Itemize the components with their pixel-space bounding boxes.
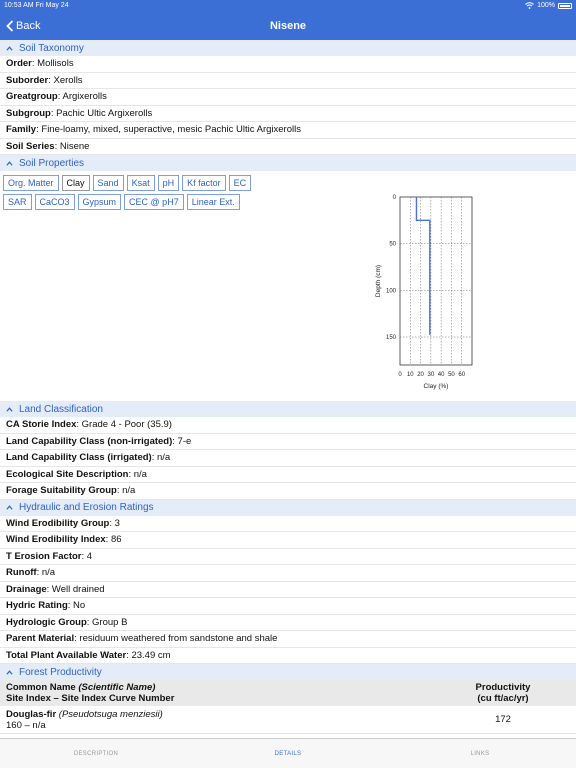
x-tick-label: 50 [448,372,455,378]
row-label: Wind Erodibility Group [6,517,110,529]
section-header-land[interactable] [0,401,576,417]
row-label: Land Capability Class (irrigated) [6,452,152,464]
status-bar [0,0,576,11]
row-label: Subgroup [6,107,51,119]
wifi-icon [525,2,534,9]
row-label: Greatgroup [6,91,58,103]
section-title: Soil Taxonomy [19,42,84,54]
row-label: Drainage [6,583,47,595]
taxonomy-row [0,122,576,139]
header-site-index: Site Index – Site Index Curve Number [6,693,175,704]
species-common-name: Douglas-fir [6,708,57,720]
row-value: : Well drained [46,583,105,595]
tab-links[interactable]: LINKS [470,750,490,757]
clay-depth-chart [368,187,478,397]
row-value: : 4 [81,550,93,562]
header-productivity-unit: (cu ft/ac/yr) [477,693,529,704]
site-index-value: 160 – n/a [6,719,46,731]
section-title: Hydraulic and Erosion Ratings [19,502,154,513]
chevron-up-icon [6,160,13,167]
hydraulic-row [0,648,576,665]
hydraulic-row [0,631,576,648]
land-list [0,417,576,500]
species-scientific-name: (Pseudotsuga menziesii) [58,708,163,720]
row-label: Order [6,58,32,70]
row-label: Total Plant Available Water [6,649,127,661]
hydraulic-row [0,598,576,615]
hydraulic-row [0,532,576,549]
row-value: : Xerolls [48,74,83,86]
row-value: : n/a [36,567,56,579]
row-label: Runoff [6,567,37,579]
header-productivity: Productivity [475,682,531,693]
property-button-cec-ph7[interactable]: CEC @ pH7 [124,194,184,210]
row-value: : 7-e [172,435,192,447]
status-time-date: 10:53 AM Fri May 24 [4,2,69,9]
chevron-up-icon [6,406,13,413]
land-row [0,467,576,484]
y-tick-label: 50 [389,241,396,248]
row-value: : n/a [151,452,171,464]
x-tick-label: 10 [406,372,414,378]
x-axis-label: Clay (%) [423,383,449,390]
forest-table-header [0,680,576,706]
header-common-name: Common Name [6,682,79,693]
property-button-sar[interactable]: SAR [3,194,32,210]
section-header-properties[interactable] [0,155,576,171]
chevron-up-icon [6,504,13,511]
hydraulic-row [0,582,576,599]
row-label: Land Capability Class (non-irrigated) [6,435,173,447]
nav-bar [0,11,576,40]
chevron-left-icon [6,20,14,32]
taxonomy-row [0,73,576,90]
row-label: Hydric Rating [6,600,68,612]
section-title: Soil Properties [19,157,85,169]
y-tick-label: 0 [392,195,396,201]
row-value: : Mollisols [31,58,74,70]
property-button-ph[interactable]: pH [158,175,180,191]
hydraulic-row [0,516,576,533]
row-value: : Group B [86,616,128,628]
hydraulic-row [0,565,576,582]
productivity-value: 172 [495,714,511,725]
hydraulic-row [0,549,576,566]
taxonomy-list [0,56,576,155]
taxonomy-row [0,56,576,73]
row-value: : Argixerolls [57,91,107,103]
plot-frame [400,197,472,365]
property-button-org-matter[interactable]: Org. Matter [3,175,59,191]
y-axis-label: Depth (cm) [375,264,382,298]
row-value: : Pachic Ultic Argixerolls [50,107,153,119]
x-tick-label: 20 [417,372,424,378]
section-title: Land Classification [19,403,103,415]
x-tick-label: 40 [437,372,445,378]
row-label: Parent Material [6,633,75,645]
row-value: : n/a [116,485,136,497]
property-button-ksat[interactable]: Ksat [127,175,155,191]
property-button-group [3,175,278,210]
land-row [0,450,576,467]
section-header-forest[interactable] [0,664,576,680]
property-button-caco3[interactable]: CaCO3 [35,194,75,210]
row-label: Soil Series [6,140,55,152]
property-button-clay[interactable]: Clay [62,175,90,191]
taxonomy-row [0,139,576,156]
soil-properties-panel [0,171,576,401]
row-label: Forage Suitability Group [6,485,117,497]
chevron-up-icon [6,669,13,676]
x-tick-label: 0 [398,372,402,378]
row-label: T Erosion Factor [6,550,82,562]
tab-details[interactable]: DETAILS [274,750,302,757]
row-value: : 23.49 cm [126,649,171,661]
property-button-ec[interactable]: EC [229,175,252,191]
row-value: : Grade 4 - Poor (35.9) [76,419,172,431]
forest-table-body [0,706,576,734]
back-button[interactable] [0,20,40,32]
row-label: Family [6,124,37,136]
y-tick-label: 100 [385,288,396,295]
header-scientific-name: (Scientific Name) [78,682,156,693]
x-tick-label: 30 [427,372,435,378]
row-value: : Nisene [54,140,90,152]
property-button-sand[interactable]: Sand [93,175,124,191]
row-value: : residuum weathered from sandstone and shale [74,633,278,645]
section-title: Forest Productivity [19,666,102,678]
page-title: Nisene [269,19,307,32]
forest-row [0,706,576,734]
tab-description[interactable]: DESCRIPTION [73,750,119,757]
hydraulic-list [0,516,576,665]
section-header-taxonomy[interactable] [0,40,576,56]
section-header-hydraulic[interactable] [0,500,576,516]
row-value: : No [67,600,86,612]
hydraulic-row [0,615,576,632]
row-value: : 3 [109,517,120,529]
taxonomy-row [0,89,576,106]
land-row [0,483,576,500]
tab-bar [0,738,576,768]
x-tick-label: 60 [458,372,466,378]
battery-percent: 100% [537,2,555,9]
land-row [0,417,576,434]
battery-icon [558,3,572,9]
property-button-linear-ext[interactable]: Linear Ext. [187,194,240,210]
land-row [0,434,576,451]
property-button-kf-factor[interactable]: Kf factor [182,175,226,191]
row-label: Hydrologic Group [6,616,87,628]
row-value: : Fine-loamy, mixed, superactive, mesic Pachic Ultic Argixerolls [36,124,301,136]
row-value: : n/a [128,468,147,480]
row-label: CA Storie Index [6,419,77,431]
y-tick-label: 150 [385,335,396,341]
row-label: Ecological Site Description [6,468,129,480]
chevron-up-icon [6,45,13,52]
row-label: Wind Erodibility Index [6,534,106,546]
property-button-gypsum[interactable]: Gypsum [78,194,122,210]
row-label: Suborder [6,74,49,86]
taxonomy-row [0,106,576,123]
row-value: : 86 [105,534,122,546]
back-label: Back [16,19,41,32]
